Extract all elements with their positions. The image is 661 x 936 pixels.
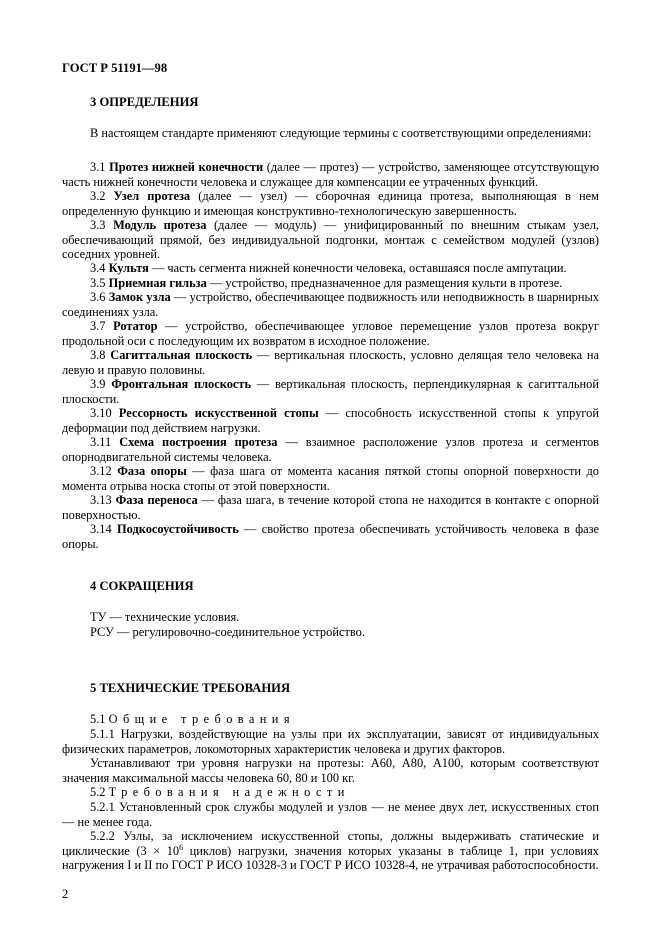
term-paragraph	[62, 406, 599, 435]
term-name: Узел протеза	[113, 189, 191, 203]
term-number: 3.12	[90, 464, 112, 478]
term-name: Фаза переноса	[115, 493, 198, 507]
term-definition: — вертикальная плоскость, условно делящая тело человека на левую и правую половины.	[62, 348, 599, 377]
term-paragraph	[62, 348, 599, 377]
section-4-title: 4 СОКРАЩЕНИЯ	[90, 579, 194, 593]
subsection-heading	[62, 785, 599, 800]
term-name: Фаза опоры	[117, 464, 187, 478]
term-paragraph	[62, 189, 599, 218]
paragraph-text: циклов) нагрузки, значения которых указаны в таблице 1, при условиях нагружения I и II по ГОСТ Р ИСО 10328-3 и ГОСТ Р ИСО 10328-4, не утрачивая работоспособности.	[62, 843, 600, 873]
document-header: ГОСТ Р 51191—98	[62, 61, 168, 75]
paragraph-text: 5.2.2 Узлы, за исключением искусственной стопы, должны выдерживать статические и циклические (3 × 10	[62, 829, 599, 858]
term-paragraph	[62, 464, 599, 493]
term-name: Фронтальная плоскость	[111, 377, 252, 391]
term-number: 3.8	[90, 348, 106, 362]
term-paragraph	[62, 319, 599, 348]
subsection-heading	[62, 712, 599, 727]
term-definition: — свойство протеза обеспечивать устойчивость человека в фазе опоры.	[62, 522, 599, 551]
term-paragraph	[62, 493, 599, 522]
term-definition: (далее — протез) — устройство, заменяющее отсутствующую часть нижней конечности человека и служащее для компенсации ее утраченных функций.	[62, 160, 599, 189]
term-name: Схема построения протеза	[119, 435, 278, 449]
term-paragraph	[62, 160, 599, 189]
term-definition: — фаза шага от момента касания пяткой стопы опорной поверхности до момента отрыва носка стопы от этой поверхности.	[62, 464, 599, 493]
term-definition: — устройство, обеспечивающее подвижность или неподвижность в шарнирных соединениях узла.	[62, 290, 600, 319]
term-name: Сагиттальная плоскость	[110, 348, 253, 362]
term-number: 3.7	[90, 319, 106, 333]
subsection-title: Общие требования	[108, 712, 295, 726]
term-number: 3.2	[90, 189, 106, 203]
term-number: 3.13	[90, 493, 112, 507]
document-page	[62, 0, 599, 936]
term-number: 3.1	[90, 160, 106, 174]
term-name: Модуль протеза	[113, 218, 207, 232]
section-5-title: 5 ТЕХНИЧЕСКИЕ ТРЕБОВАНИЯ	[90, 681, 291, 695]
term-paragraph	[62, 377, 599, 406]
subsection-number: 5.1	[90, 712, 106, 726]
term-definition: — устройство, предназначенное для размещения культи в протезе.	[206, 276, 563, 290]
term-name: Приемная гильза	[108, 276, 207, 290]
exponent: 6	[179, 842, 184, 852]
term-definition: — взаимное расположение узлов протеза и сегментов опорнодвигательной системы человека.	[62, 435, 599, 464]
subsection-number: 5.2	[90, 785, 106, 799]
term-name: Ротатор	[113, 319, 158, 333]
term-paragraph	[62, 218, 599, 262]
term-definition: — фаза шага, в течение которой стопа не находится в контакте с опорной поверхностью.	[62, 493, 599, 522]
term-number: 3.6	[90, 290, 106, 304]
term-name: Культя	[108, 261, 149, 275]
term-definition: — устройство, обеспечивающее угловое перемещение узлов протеза вокруг продольной оси с последующим их возвратом в исходное положение.	[62, 319, 599, 348]
page-number: 2	[62, 887, 69, 901]
term-paragraph	[62, 276, 599, 291]
section-3-title: 3 ОПРЕДЕЛЕНИЯ	[90, 95, 199, 109]
term-number: 3.10	[90, 406, 112, 420]
term-paragraph	[62, 435, 599, 464]
term-paragraph	[62, 522, 599, 551]
term-name: Протез нижней конечности	[109, 160, 264, 174]
term-definition: (далее — узел) — сборочная единица протеза, выполняющая в нем определенную функцию и имеющая конструктивно-технологическую завершенность.	[62, 189, 599, 218]
term-number: 3.9	[90, 377, 106, 391]
section-3-intro: В настоящем стандарте применяют следующие термины с соответствующими определениями:	[90, 126, 592, 140]
term-number: 3.4	[90, 261, 106, 275]
subsection-title: Требования надежности	[108, 785, 350, 799]
term-definition: — способность искусственной стопы к упругой деформации под действием нагрузки.	[62, 406, 600, 435]
term-name: Замок узла	[108, 290, 171, 304]
abbreviation-item: ТУ — технические условия.	[90, 610, 240, 624]
term-number: 3.11	[90, 435, 112, 449]
term-paragraph	[62, 261, 599, 276]
abbreviation-item: РСУ — регулировочно-соединительное устройство.	[90, 625, 365, 639]
term-paragraph	[62, 290, 599, 319]
term-name: Рессорность искусственной стопы	[118, 406, 319, 420]
term-definition: (далее — модуль) — унифицированный по внешним стыкам узел, обеспечивающий прямой, без индивидуальной подгонки, монтаж с семейством модулей (узлов) соседних уровней.	[62, 218, 599, 262]
term-number: 3.3	[90, 218, 106, 232]
paragraph-5-2-1: 5.2.1 Установленный срок службы модулей и узлов — не менее двух лет, искусственных стоп — не менее года.	[62, 800, 599, 829]
paragraph-5-1-1-b: Устанавливают три уровня нагрузки на протезы: А60, А80, А100, которым соответствуют значения максимальной массы человека 60, 80 и 100 кг.	[62, 756, 599, 785]
term-number: 3.14	[90, 522, 112, 536]
paragraph-5-2-2	[62, 829, 599, 873]
paragraph-5-1-1: 5.1.1 Нагрузки, воздействующие на узлы при их эксплуатации, зависят от индивидуальных физических параметров, локомоторных характеристик человека и других факторов.	[62, 727, 599, 756]
term-name: Подкосоустойчивость	[116, 522, 239, 536]
term-definition: — часть сегмента нижней конечности человека, оставшаяся после ампутации.	[148, 261, 567, 275]
term-number: 3.5	[90, 276, 106, 290]
term-definition: — вертикальная плоскость, перпендикулярная к сагиттальной плоскости.	[62, 377, 600, 406]
